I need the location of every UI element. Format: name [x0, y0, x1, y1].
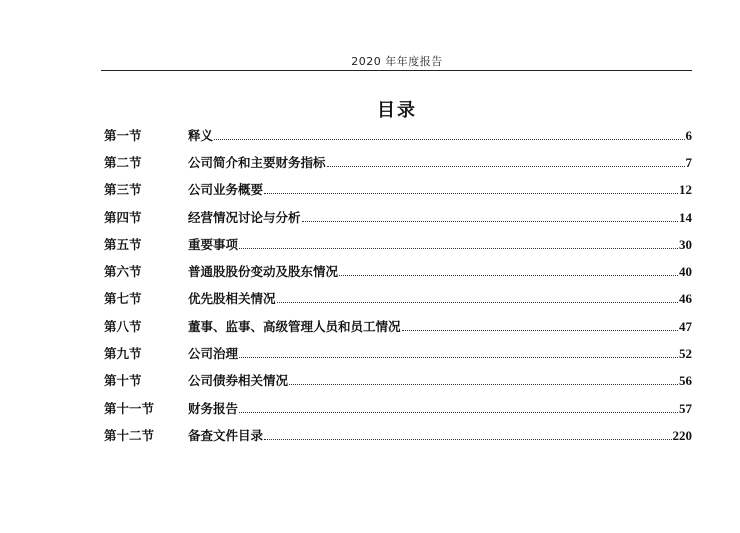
toc-section-number: 第四节 — [104, 209, 142, 225]
toc-row[interactable] — [104, 257, 692, 284]
toc-row[interactable] — [104, 367, 692, 394]
toc-page-number: 30 — [679, 236, 692, 252]
toc-page-number: 46 — [679, 291, 692, 307]
toc-section-number: 第六节 — [104, 264, 142, 280]
toc-page-number: 56 — [679, 373, 692, 389]
toc-row[interactable] — [104, 230, 692, 257]
toc-page-number: 40 — [679, 264, 692, 280]
dot-leader — [302, 221, 678, 222]
toc-section-number: 第二节 — [104, 154, 142, 170]
toc-entry-title: 重要事项 — [188, 236, 239, 252]
toc-section-number: 第十节 — [104, 373, 142, 389]
toc-row[interactable] — [104, 285, 692, 312]
toc-section-number: 第三节 — [104, 182, 142, 198]
toc-page-number: 57 — [679, 400, 692, 416]
dot-leader — [402, 330, 678, 331]
toc-row[interactable] — [104, 203, 692, 230]
toc-section-number: 第九节 — [104, 346, 142, 362]
toc-entry-title: 公司债券相关情况 — [188, 373, 289, 389]
toc-section-number: 第一节 — [104, 127, 142, 143]
toc-page-number: 12 — [679, 182, 692, 198]
toc-section-number: 第八节 — [104, 318, 142, 334]
dot-leader — [239, 248, 678, 249]
toc-row[interactable] — [104, 421, 692, 448]
toc-entry-title: 优先股相关情况 — [188, 291, 276, 307]
toc-entry-title: 公司简介和主要财务指标 — [188, 154, 326, 170]
dot-leader — [289, 384, 678, 385]
toc-section-number: 第七节 — [104, 291, 142, 307]
dot-leader — [239, 357, 678, 358]
toc-page-number: 47 — [679, 318, 692, 334]
toc-page-number: 220 — [672, 427, 692, 443]
dot-leader — [339, 275, 678, 276]
dot-leader — [327, 166, 685, 167]
toc-entry-title: 公司治理 — [188, 346, 239, 362]
toc-row[interactable] — [104, 121, 692, 148]
toc-row[interactable] — [104, 312, 692, 339]
toc-title: 目录 — [377, 100, 417, 121]
toc-row[interactable] — [104, 339, 692, 366]
toc-entry-title: 财务报告 — [188, 400, 239, 416]
header-divider — [101, 70, 692, 71]
toc-row[interactable] — [104, 148, 692, 175]
toc-section-number: 第五节 — [104, 236, 142, 252]
dot-leader — [264, 439, 671, 440]
toc-entry-title: 普通股股份变动及股东情况 — [188, 264, 339, 280]
toc-page-number: 6 — [685, 127, 692, 143]
toc-entry-title: 备查文件目录 — [188, 427, 264, 443]
dot-leader — [214, 139, 684, 140]
toc-row[interactable] — [104, 176, 692, 203]
toc-section-number: 第十二节 — [104, 427, 155, 443]
toc-entry-title: 公司业务概要 — [188, 182, 264, 198]
dot-leader — [264, 193, 678, 194]
toc-entry-title: 董事、监事、高级管理人员和员工情况 — [188, 318, 401, 334]
toc-page-number: 7 — [685, 154, 692, 170]
toc-entry-title: 释义 — [188, 127, 214, 143]
table-of-contents — [104, 121, 692, 449]
dot-leader — [277, 302, 678, 303]
report-header: 2020 年年度报告 — [351, 55, 443, 68]
dot-leader — [239, 412, 678, 413]
toc-section-number: 第十一节 — [104, 400, 155, 416]
toc-entry-title: 经营情况讨论与分析 — [188, 209, 301, 225]
toc-row[interactable] — [104, 394, 692, 421]
toc-page-number: 52 — [679, 346, 692, 362]
toc-page-number: 14 — [679, 209, 692, 225]
